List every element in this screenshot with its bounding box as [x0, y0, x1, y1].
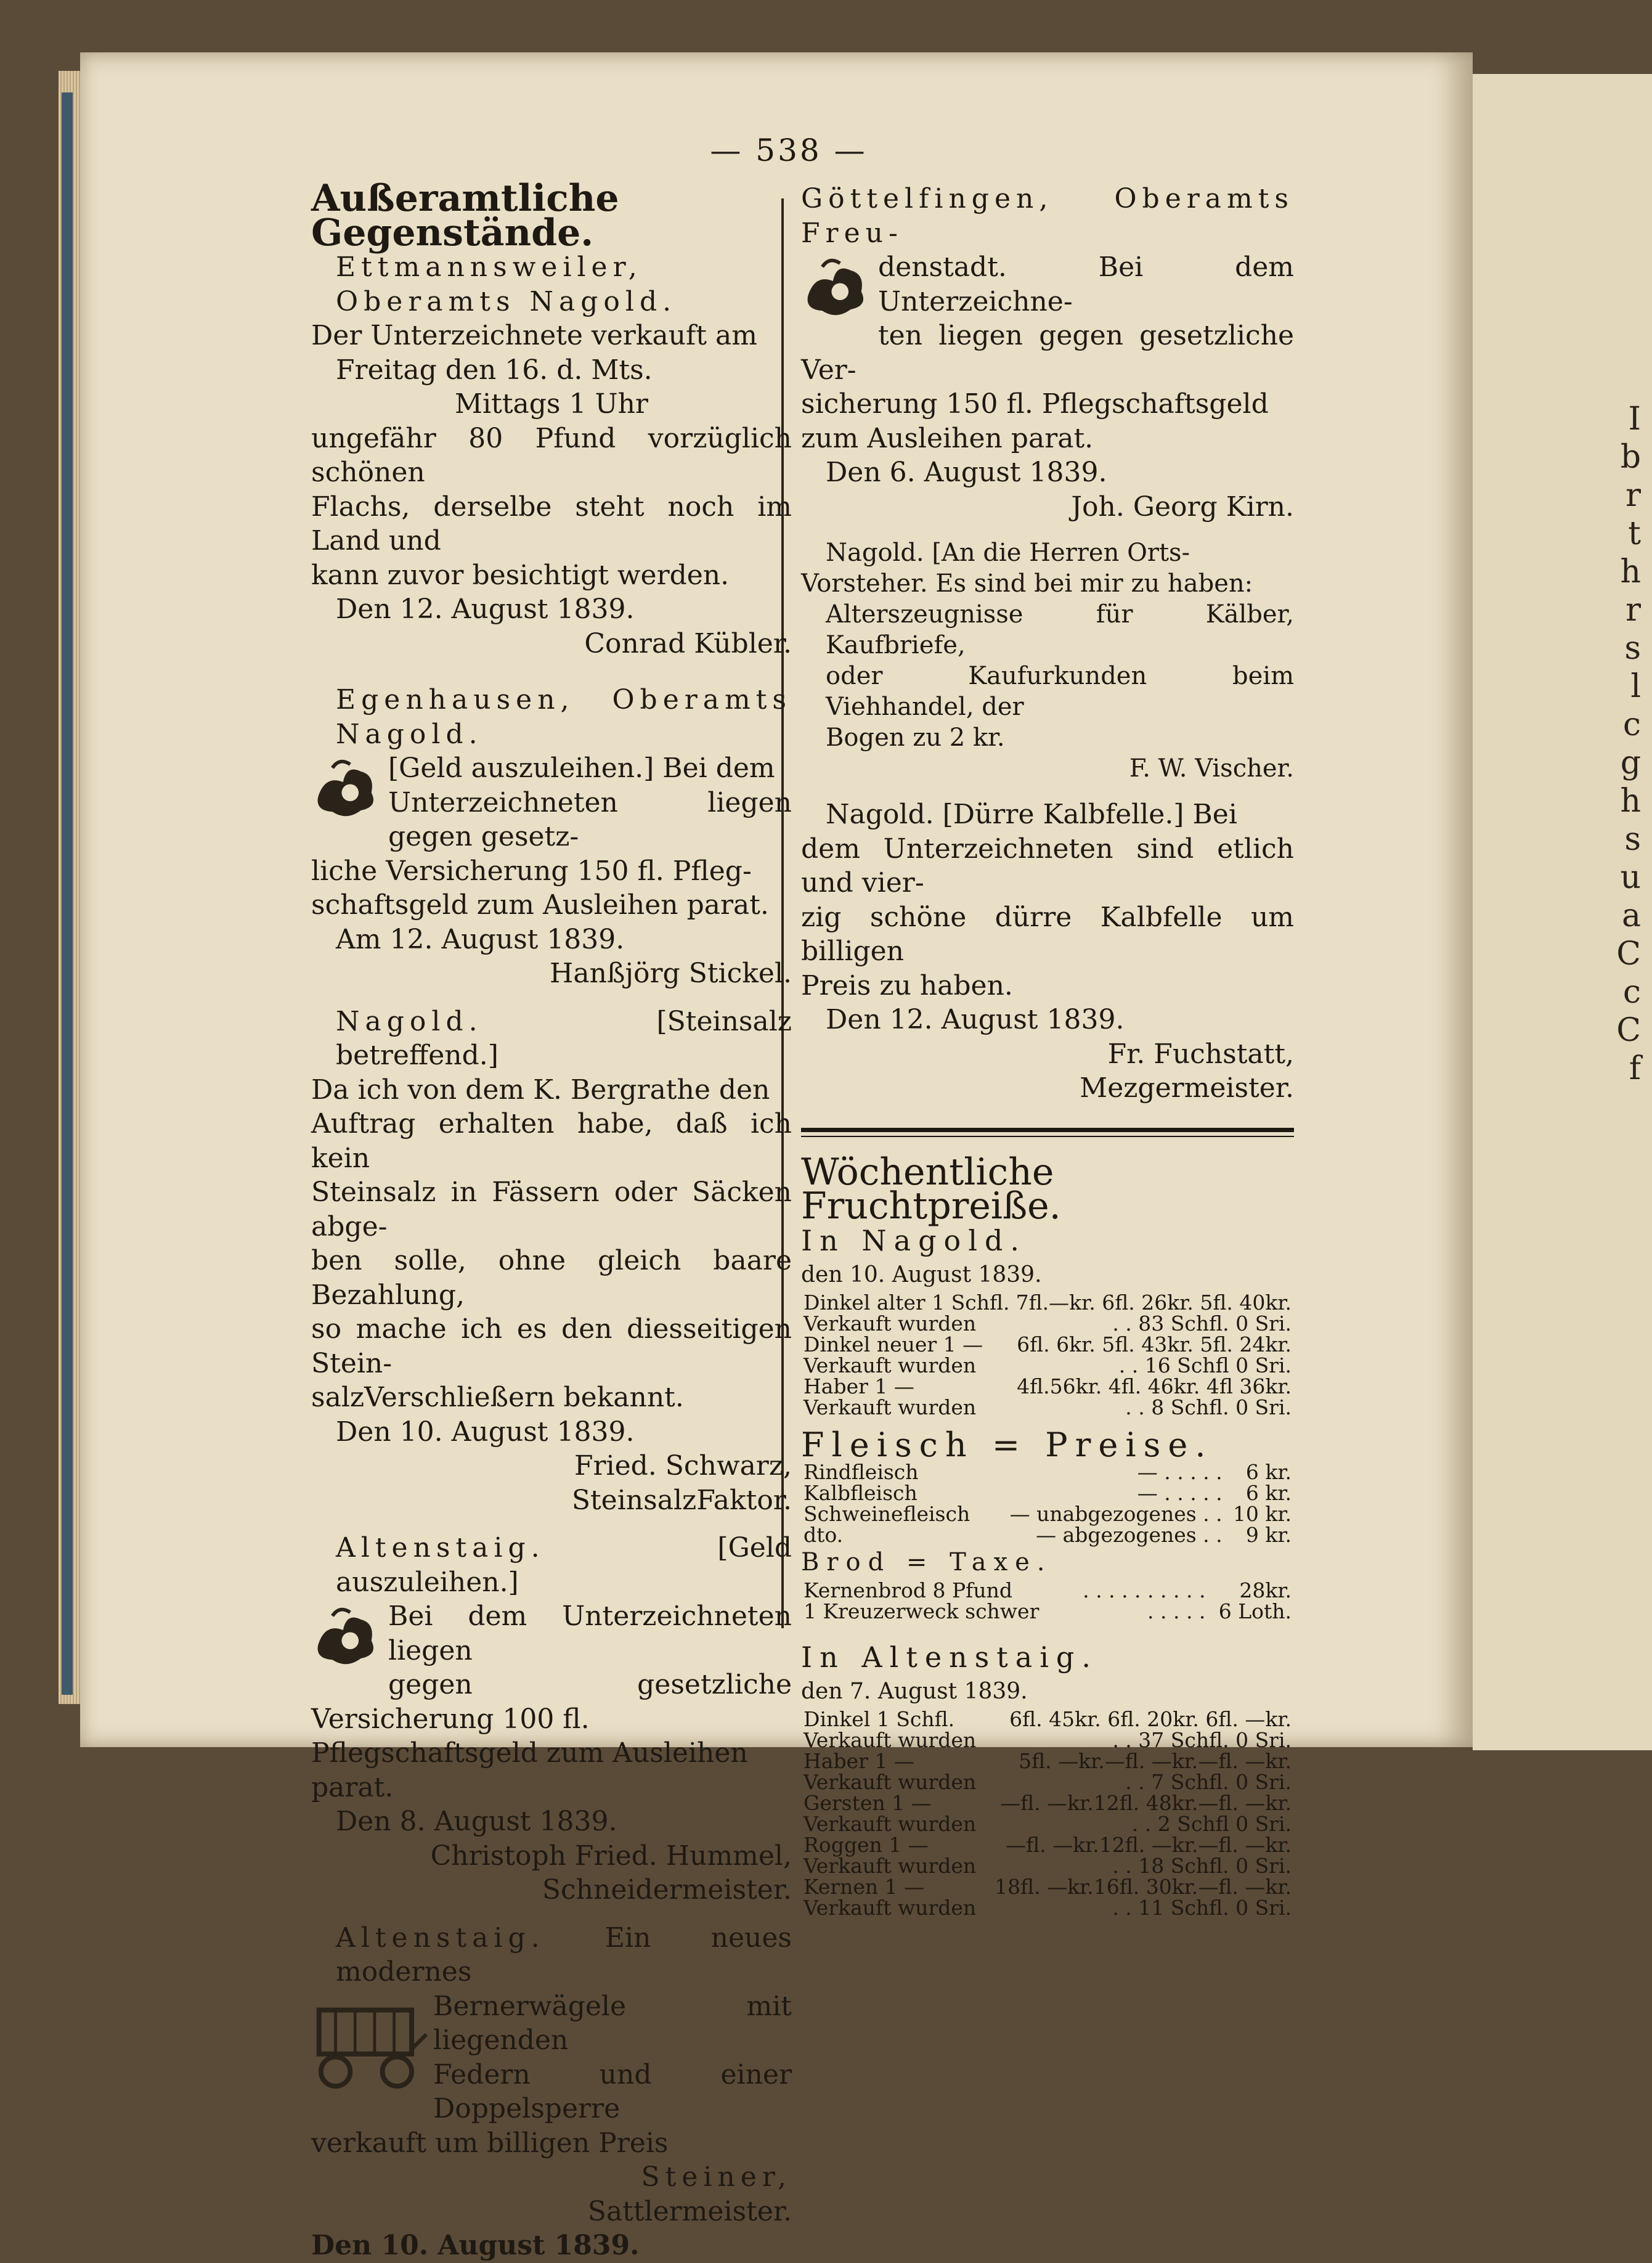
- ad-egenhausen: [311, 683, 792, 991]
- ad-line: schaftsgeld zum Ausleihen parat.: [311, 889, 769, 921]
- table-cell-label: Verkauft wurden: [804, 1727, 977, 1752]
- table-cell-label: Verkauft wurden: [804, 1853, 977, 1878]
- table-row: [801, 1504, 1294, 1525]
- ad-line: verkauft um billigen Preis: [311, 2127, 669, 2159]
- ad-line: oder Kaufurkunden beim Viehhandel, der: [826, 662, 1294, 721]
- fruit-prices: [801, 1150, 1294, 1920]
- table-cell-label: Dinkel alter 1 Schfl.: [804, 1290, 1010, 1315]
- table-cell-label: Kernenbrod 8 Pfund: [804, 1578, 1013, 1602]
- ad-line: ben solle, ohne gleich baare Bezahlung,: [311, 1245, 792, 1311]
- ornament-icon: [311, 754, 382, 825]
- table-cell-value: — . . . . .: [1137, 1481, 1223, 1505]
- table-row: [801, 1709, 1294, 1730]
- table-cell-label: 1 Kreuzerweck schwer: [804, 1599, 1040, 1623]
- ad-nagold-kalbfelle: [801, 797, 1294, 1106]
- fleisch-title: Fleisch = Preise.: [801, 1425, 1213, 1464]
- table-cell-value: 6fl. 6kr. 5fl. 43kr. 5fl. 24kr.: [1017, 1332, 1292, 1356]
- table-row: [801, 1814, 1294, 1835]
- ad-signature: Hanßjörg Stickel.: [550, 958, 792, 989]
- table-cell-value: 5fl. —kr.—fl. —kr.—fl. —kr.: [1019, 1748, 1292, 1773]
- ad-line: [Geld auszuleihen.] Bei dem: [388, 752, 775, 784]
- table-row: [801, 1772, 1294, 1793]
- ad-place: Egenhausen, Oberamts Nagold.: [336, 684, 792, 750]
- table-cell-value: . . 16 Schfl 0 Sri.: [1118, 1353, 1292, 1377]
- table-cell-value: . . . . .: [1147, 1599, 1206, 1623]
- table-cell-value: 6 kr.: [1245, 1481, 1292, 1505]
- table-row: [801, 1730, 1294, 1751]
- next-page-letter: t: [1628, 515, 1641, 552]
- ad-signature: Conrad Kübler.: [584, 627, 792, 659]
- ad-signature-title: SteinsalzFaktor.: [571, 1484, 792, 1516]
- page-number: — 538 —: [710, 133, 868, 168]
- ad-altenstaig-wagen: [311, 1921, 792, 2263]
- ad-line: salzVerschließern bekannt.: [311, 1382, 684, 1413]
- table-cell-value: . . 8 Schfl. 0 Sri.: [1125, 1395, 1292, 1419]
- ad-signature: Steiner,: [641, 2161, 792, 2193]
- brod-price-table: [801, 1580, 1294, 1622]
- table-row: [801, 1462, 1294, 1483]
- right-column: [801, 182, 1294, 1918]
- next-page-letter: g: [1620, 744, 1641, 781]
- ad-line: Vorsteher. Es sind bei mir zu haben:: [801, 569, 1253, 598]
- ad-date: Den 12. August 1839.: [336, 593, 635, 625]
- ad-line: Federn und einer Doppelsperre: [433, 2058, 792, 2124]
- ad-date: Den 10. August 1839.: [311, 2230, 640, 2261]
- ad-line: Der Unterzeichnete verkauft am: [311, 320, 757, 351]
- ad-signature: Christoph Fried. Hummel,: [430, 1840, 792, 1872]
- next-page-letter: u: [1620, 859, 1641, 896]
- next-page-letter: a: [1621, 897, 1641, 934]
- table-cell-value: . . 83 Schfl. 0 Sri.: [1112, 1311, 1292, 1335]
- table-cell-label: Rindfleisch: [804, 1460, 919, 1484]
- ad-line: Da ich von dem K. Bergrathe den: [311, 1074, 770, 1106]
- table-row: [801, 1313, 1294, 1334]
- ad-signature: F. W. Vischer.: [1129, 754, 1294, 783]
- ad-nagold-vischer: [801, 537, 1294, 784]
- table-cell-value: 18fl. —kr.16fl. 30kr.—fl. —kr.: [995, 1874, 1292, 1899]
- next-page-letter: c: [1622, 706, 1641, 743]
- table-row: [801, 1355, 1294, 1376]
- ad-line: Steinsalz in Fässern oder Säcken abge-: [311, 1176, 792, 1242]
- table-cell-value: 6 kr.: [1245, 1460, 1292, 1484]
- brod-title: Brod = Taxe.: [801, 1548, 1052, 1576]
- table-cell-label: Verkauft wurden: [804, 1811, 977, 1836]
- table-row: [801, 1525, 1294, 1546]
- table-row: [801, 1856, 1294, 1877]
- next-page-letter: I: [1628, 401, 1641, 438]
- table-cell-value: — unabgezogenes . .: [1009, 1502, 1223, 1526]
- next-page-letter: h: [1620, 783, 1641, 820]
- ad-line: sicherung 150 fl. Pflegschaftsgeld: [801, 388, 1269, 420]
- table-cell-value: — abgezogenes . .: [1036, 1523, 1223, 1547]
- table-row: [801, 1793, 1294, 1814]
- altenstaig-price-table: [801, 1706, 1294, 1920]
- ad-line: kann zuvor besichtigt werden.: [311, 559, 730, 591]
- ad-signature: Fried. Schwarz,: [574, 1450, 792, 1482]
- table-row: [801, 1580, 1294, 1601]
- ad-signature: Joh. Georg Kirn.: [1071, 491, 1294, 523]
- ad-signature-title: Sattlermeister.: [587, 2195, 792, 2227]
- book-binding: [62, 92, 73, 1695]
- ad-line: Auftrag erhalten habe, daß ich kein: [311, 1108, 792, 1174]
- next-page-edge: [1473, 74, 1652, 1750]
- ad-line: Pflegschaftsgeld zum Ausleihen: [311, 1737, 748, 1769]
- ad-line: Bogen zu 2 kr.: [826, 724, 1005, 752]
- table-row: [801, 1751, 1294, 1772]
- table-cell-value: —fl. —kr.12fl. —kr.—fl. —kr.: [1006, 1832, 1292, 1857]
- ad-line: Bernerwägele mit liegenden: [433, 1990, 792, 2056]
- table-row: [801, 1483, 1294, 1504]
- table-row: [801, 1397, 1294, 1418]
- ad-line: denstadt. Bei dem Unterzeichne-: [878, 251, 1294, 317]
- table-cell-value: . . 18 Schfl. 0 Sri.: [1112, 1853, 1292, 1878]
- wagon-icon: [311, 1992, 428, 2097]
- next-page-letter: s: [1624, 821, 1641, 858]
- ad-date: Den 8. August 1839.: [336, 1806, 617, 1837]
- table-cell-label: Schweinefleisch: [804, 1502, 970, 1526]
- table-row: [801, 1376, 1294, 1397]
- ad-line: liche Versicherung 150 fl. Pfleg-: [311, 855, 752, 887]
- ad-line: dem Unterzeichneten sind etlich und vier-: [801, 833, 1294, 899]
- ad-altenstaig-geld: [311, 1531, 792, 1907]
- ad-line: Bei dem Unterzeichneten liegen: [388, 1600, 792, 1666]
- table-row: [801, 1835, 1294, 1856]
- table-row: [801, 1601, 1294, 1622]
- ad-line: zig schöne dürre Kalbfelle um billigen: [801, 901, 1294, 967]
- ad-line: Mittags 1 Uhr: [455, 388, 648, 420]
- next-page-letter: r: [1626, 477, 1641, 514]
- ad-line: ten liegen gegen gesetzliche Ver-: [801, 320, 1294, 386]
- ad-line: Preis zu haben.: [801, 969, 1013, 1001]
- table-cell-value: — . . . . .: [1137, 1460, 1223, 1484]
- table-row: [801, 1877, 1294, 1898]
- ad-line: Nagold. [An die Herren Orts-: [826, 539, 1190, 567]
- next-page-letter: f: [1629, 1050, 1641, 1087]
- table-cell-label: Verkauft wurden: [804, 1769, 977, 1794]
- ad-line: ungefähr 80 Pfund vorzüglich schönen: [311, 422, 792, 488]
- table-row: [801, 1292, 1294, 1313]
- table-cell-label: Dinkel 1 Schfl.: [804, 1706, 955, 1731]
- table-cell-label: Verkauft wurden: [804, 1353, 977, 1377]
- next-page-letter: c: [1622, 974, 1641, 1011]
- table-cell-value: . . 37 Schfl. 0 Sri.: [1112, 1727, 1292, 1752]
- table-cell-value: 6 Loth.: [1218, 1599, 1292, 1623]
- ad-date: Am 12. August 1839.: [336, 923, 625, 955]
- table-cell-value: . . 2 Schfl 0 Sri.: [1131, 1811, 1292, 1836]
- table-cell-value: . . . . . . . . . .: [1083, 1578, 1206, 1602]
- table-cell-label: Verkauft wurden: [804, 1311, 977, 1335]
- nagold-date: den 10. August 1839.: [801, 1262, 1042, 1287]
- ad-place: Nagold.: [336, 1005, 483, 1037]
- ad-line: Nagold. [Dürre Kalbfelle.] Bei: [826, 799, 1237, 830]
- table-cell-value: 4fl.56kr. 4fl. 46kr. 4fl 36kr.: [1017, 1374, 1292, 1398]
- ad-signature: Fr. Fuchstatt,: [1107, 1038, 1294, 1070]
- section-heading: Außeramtliche Gegenstände.: [311, 177, 619, 255]
- ornament-icon: [311, 1602, 382, 1673]
- ad-date: Den 6. August 1839.: [826, 457, 1107, 488]
- ad-line: Unterzeichneten liegen gegen gesetz-: [388, 786, 792, 852]
- ad-topic: [Geld auszuleihen.]: [336, 1532, 792, 1598]
- ad-topic: [Steinsalz betreffend.]: [336, 1005, 792, 1071]
- ad-place: Göttelfingen, Oberamts Freu-: [801, 183, 1294, 249]
- next-page-letter: s: [1624, 630, 1641, 667]
- table-cell-value: 6fl. 45kr. 6fl. 20kr. 6fl. —kr.: [1009, 1706, 1292, 1731]
- table-row: [801, 1334, 1294, 1355]
- table-cell-label: Haber 1 —: [804, 1374, 914, 1398]
- nagold-title: In Nagold.: [801, 1223, 1027, 1257]
- section-rule: [801, 1128, 1294, 1137]
- table-cell-value: 9 kr.: [1245, 1523, 1292, 1547]
- nagold-price-table: [801, 1292, 1294, 1418]
- ad-place: Ettmannsweiler, Oberamts Nagold.: [336, 251, 677, 317]
- ad-line: Alterszeugnisse für Kälber, Kaufbriefe,: [826, 600, 1294, 659]
- table-cell-label: Verkauft wurden: [804, 1895, 977, 1920]
- ad-signature-title: Mezgermeister.: [1080, 1072, 1294, 1104]
- next-page-letter: C: [1616, 936, 1641, 972]
- table-cell-label: Dinkel neuer 1 —: [804, 1332, 983, 1356]
- ad-line: zum Ausleihen parat.: [801, 422, 1094, 454]
- next-page-letter: r: [1626, 592, 1641, 629]
- prices-heading: Wöchentliche Fruchtpreiße.: [801, 1150, 1061, 1228]
- table-cell-label: Roggen 1 —: [804, 1832, 929, 1857]
- ad-line: parat.: [311, 1771, 394, 1803]
- table-cell-label: Kalbfleisch: [804, 1481, 918, 1505]
- ad-line: gegen gesetzliche Versicherung 100 fl.: [311, 1669, 792, 1735]
- ad-line: Ein neues modernes: [336, 1922, 792, 1988]
- ad-line: Flachs, derselbe steht noch im Land und: [311, 491, 792, 557]
- ad-date: Den 10. August 1839.: [336, 1416, 635, 1448]
- table-cell-label: Haber 1 —: [804, 1748, 914, 1773]
- ornament-icon: [801, 253, 872, 324]
- ad-place: Altenstaig.: [336, 1532, 545, 1564]
- ad-place: Altenstaig.: [336, 1922, 545, 1954]
- table-cell-value: . . 11 Schfl. 0 Sri.: [1112, 1895, 1292, 1920]
- next-page-letter: b: [1620, 439, 1641, 476]
- left-column: [311, 177, 792, 2263]
- ad-ettmannsweiler: [311, 250, 792, 661]
- ad-signature-title: Schneidermeister.: [542, 1874, 792, 1906]
- table-cell-value: —fl. —kr.12fl. 48kr.—fl. —kr.: [1000, 1790, 1292, 1815]
- ad-goettelfingen: [801, 182, 1294, 524]
- fleisch-price-table: [801, 1462, 1294, 1546]
- next-page-letter: h: [1620, 553, 1641, 590]
- table-cell-value: 7fl.—kr. 6fl. 26kr. 5fl. 40kr.: [1015, 1290, 1292, 1315]
- table-cell-label: dto.: [804, 1523, 844, 1547]
- table-cell-value: 28kr.: [1239, 1578, 1292, 1602]
- next-page-letter: l: [1630, 668, 1641, 705]
- ad-line: Freitag den 16. d. Mts.: [336, 354, 653, 386]
- ad-date: Den 12. August 1839.: [826, 1004, 1125, 1035]
- table-cell-label: Gersten 1 —: [804, 1790, 932, 1815]
- altenstaig-title: In Altenstaig.: [801, 1640, 1098, 1674]
- table-row: [801, 1898, 1294, 1918]
- ad-nagold-steinsalz: [311, 1005, 792, 1518]
- table-cell-value: 10 kr.: [1232, 1502, 1292, 1526]
- next-page-letter: C: [1616, 1012, 1641, 1049]
- table-cell-label: Kernen 1 —: [804, 1874, 925, 1899]
- table-cell-value: . . 7 Schfl. 0 Sri.: [1125, 1769, 1292, 1794]
- table-cell-label: Verkauft wurden: [804, 1395, 977, 1419]
- altenstaig-date: den 7. August 1839.: [801, 1679, 1028, 1704]
- ad-line: so mache ich es den diesseitigen Stein-: [311, 1313, 792, 1379]
